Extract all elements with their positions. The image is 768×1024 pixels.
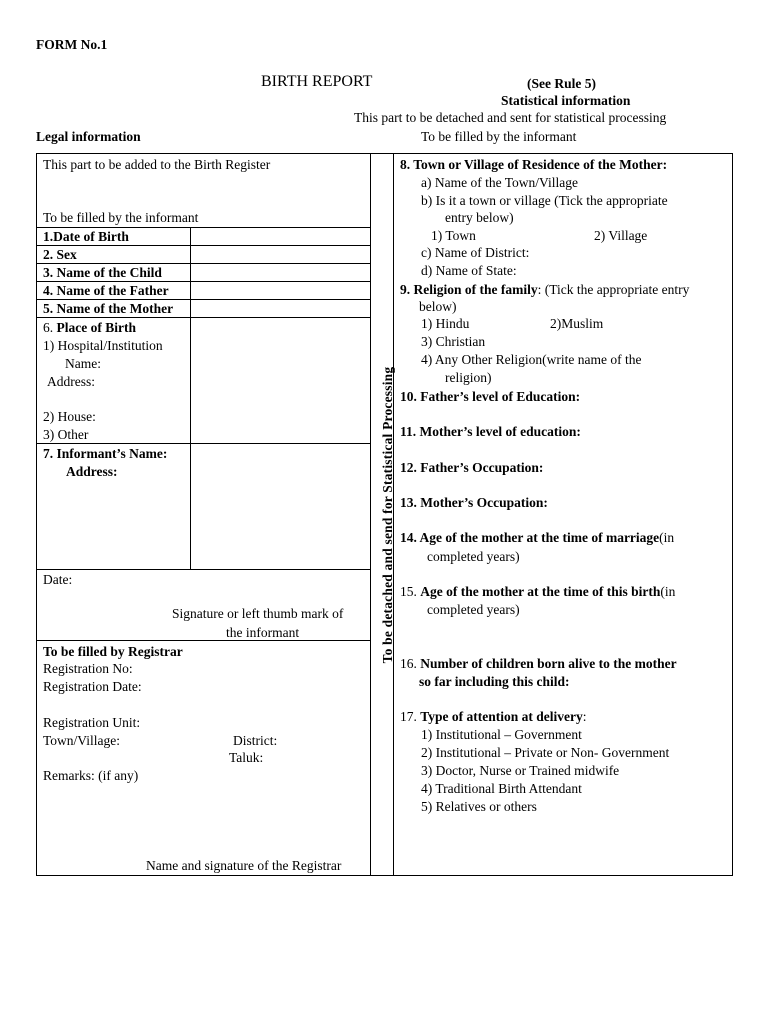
q15-completed-years: completed years)	[427, 602, 520, 617]
q14-completed-years: completed years)	[427, 549, 520, 564]
registration-date-label: Registration Date:	[43, 679, 142, 694]
q11-mother-education: 11. Mother’s level of education:	[400, 424, 581, 439]
q17-option-3: 3) Doctor, Nurse or Trained midwife	[421, 763, 620, 778]
left-filled-by: To be filled by the informant	[43, 210, 199, 225]
q17-option-5: 5) Relatives or others	[421, 799, 537, 814]
filled-by-informant-right: To be filled by the informant	[421, 129, 577, 144]
q8a-town-name: a) Name of the Town/Village	[421, 175, 578, 190]
registration-unit-label: Registration Unit:	[43, 715, 141, 730]
detach-note: This part to be detached and sent for statistical processing	[354, 110, 667, 125]
q15-age-at-birth: 15. Age of the mother at the time of this birth(in	[400, 584, 676, 599]
register-intro: This part to be added to the Birth Register	[43, 157, 271, 172]
q17-attention-at-delivery: 17. Type of attention at delivery:	[400, 709, 587, 724]
district-label: District:	[233, 733, 278, 748]
q17-option-1: 1) Institutional – Government	[421, 727, 582, 742]
q8-village-option: 2) Village	[594, 228, 648, 243]
legal-info-heading: Legal information	[36, 129, 141, 144]
registrar-heading: To be filled by Registrar	[43, 644, 183, 659]
vertical-detach-label: To be detached and send for Statistical Processing	[380, 366, 395, 664]
q9-hindu: 1) Hindu	[421, 316, 470, 331]
hospital-address-label: Address:	[47, 374, 95, 389]
taluk-label: Taluk:	[229, 750, 264, 765]
q9-christian: 3) Christian	[421, 334, 486, 349]
q9-religion: 9. Religion of the family: (Tick the appropriate entry	[400, 282, 690, 297]
date-of-birth-label: 1.Date of Birth	[43, 229, 129, 244]
registrar-signature-label: Name and signature of the Registrar	[146, 858, 342, 873]
place-of-birth-label: 6. Place of Birth	[43, 320, 136, 335]
mother-name-label: 5. Name of the Mother	[43, 301, 174, 316]
q14-age-at-marriage: 14. Age of the mother at the time of marriage(in	[400, 530, 675, 545]
q10-father-education: 10. Father’s level of Education:	[400, 389, 581, 404]
form-number: FORM No.1	[36, 37, 108, 52]
informant-signature-label: Signature or left thumb mark of	[172, 606, 344, 621]
q9-other-religion-2: religion)	[445, 370, 492, 385]
q16-including-child: so far including this child:	[419, 674, 570, 689]
q17-option-4: 4) Traditional Birth Attendant	[421, 781, 582, 796]
date-label: Date:	[43, 572, 73, 587]
father-name-label: 4. Name of the Father	[43, 283, 169, 298]
informant-address-label: Address:	[66, 464, 118, 479]
other-option: 3) Other	[43, 427, 89, 442]
remarks-label: Remarks: (if any)	[43, 768, 139, 783]
statistical-info-heading: Statistical information	[501, 93, 631, 108]
q8-residence: 8. Town or Village of Residence of the Mother:	[400, 157, 668, 172]
q9-other-religion: 4) Any Other Religion(write name of the	[421, 352, 642, 367]
registration-number-label: Registration No:	[43, 661, 133, 676]
child-name-label: 3. Name of the Child	[43, 265, 162, 280]
hospital-option: 1) Hospital/Institution	[43, 338, 163, 353]
q8d-state: d) Name of State:	[421, 263, 517, 278]
house-option: 2) House:	[43, 409, 96, 424]
q9-below: below)	[419, 299, 457, 314]
sex-label: 2. Sex	[43, 247, 77, 262]
q8b-town-or-village: b) Is it a town or village (Tick the appropriate	[421, 193, 668, 208]
form-title: BIRTH REPORT	[261, 73, 373, 90]
q8-town-option: 1) Town	[431, 228, 476, 243]
informant-name-label: 7. Informant’s Name:	[43, 446, 168, 461]
q8b-entry-below: entry below)	[445, 210, 514, 225]
rule-reference: (See Rule 5)	[527, 76, 596, 91]
hospital-name-label: Name:	[65, 356, 101, 371]
town-village-label: Town/Village:	[43, 733, 120, 748]
q9-muslim: 2)Muslim	[550, 316, 604, 331]
q12-father-occupation: 12. Father’s Occupation:	[400, 460, 544, 475]
informant-signature-label-2: the informant	[226, 625, 300, 640]
q13-mother-occupation: 13. Mother’s Occupation:	[400, 495, 548, 510]
q16-children-born: 16. Number of children born alive to the mother	[400, 656, 677, 671]
q17-option-2: 2) Institutional – Private or Non- Government	[421, 745, 670, 760]
q8c-district: c) Name of District:	[421, 245, 530, 260]
